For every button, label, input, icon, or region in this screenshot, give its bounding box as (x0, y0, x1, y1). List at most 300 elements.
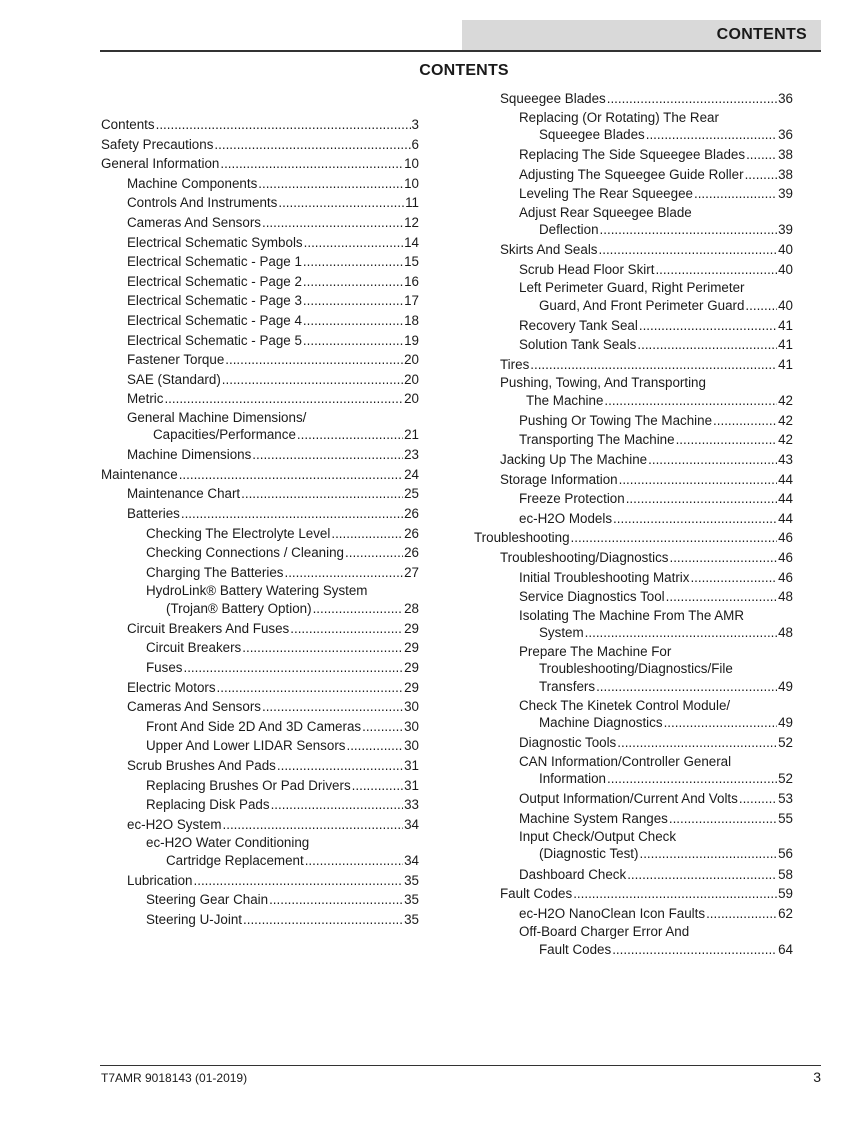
dot-leader (278, 193, 404, 213)
toc-entry[interactable] (101, 213, 419, 233)
dot-leader (599, 240, 778, 260)
toc-entry[interactable] (101, 115, 419, 135)
toc-entry-title: Transporting The Machine (519, 432, 675, 448)
toc-entry-page: 19 (404, 332, 419, 348)
toc-entry-title: Troubleshooting/Diagnostics (500, 550, 669, 565)
toc-entry-page: 40 (778, 261, 793, 277)
toc-entry-title: Fault Codes (539, 941, 612, 957)
toc-entry-page: 26 (404, 525, 419, 541)
dot-leader (271, 795, 404, 815)
dot-leader (607, 770, 777, 787)
toc-entry-title: Replacing Brushes Or Pad Drivers (146, 777, 351, 793)
toc-entry-title: Electrical Schematic - Page 2 (127, 273, 302, 289)
toc-entry-page: 42 (778, 392, 793, 408)
dot-leader (345, 543, 403, 563)
toc-entry-page: 6 (411, 136, 419, 152)
toc-entry[interactable] (474, 411, 793, 431)
dot-leader (739, 789, 777, 809)
toc-entry-title: Maintenance Chart (127, 486, 241, 502)
toc-entry-title: Tires (500, 356, 530, 372)
dot-leader (571, 528, 778, 548)
toc-entry[interactable] (101, 543, 419, 563)
toc-entry-page: 39 (778, 221, 793, 237)
dot-leader (242, 638, 403, 658)
toc-entry-title: Cameras And Sensors (127, 214, 261, 230)
dot-leader (676, 430, 778, 450)
toc-entry-page: 30 (404, 699, 419, 715)
toc-entry-page: 35 (404, 892, 419, 908)
toc-entry[interactable] (101, 154, 419, 174)
dot-leader (346, 736, 403, 756)
toc-entry[interactable] (101, 756, 419, 776)
toc-entry-title: General Information (101, 156, 220, 172)
toc-entry-title: Fuses (146, 660, 183, 675)
toc-entry-title: Scrub Head Floor Skirt (519, 261, 655, 277)
toc-entry-page: 20 (404, 371, 419, 387)
toc-entry[interactable] (474, 568, 793, 588)
toc-entry-page: 36 (778, 126, 793, 142)
toc-entry-title: Machine Dimensions (127, 447, 252, 463)
toc-entry-page: 59 (778, 886, 793, 902)
running-header-label: CONTENTS (716, 26, 807, 43)
toc-entry-page: 29 (404, 660, 419, 675)
toc-entry-title: Machine Components (127, 175, 258, 191)
toc-entry-title: Service Diagnostics Tool (519, 589, 665, 605)
dot-leader (225, 350, 403, 370)
toc-entry[interactable] (474, 548, 793, 568)
dot-leader (607, 89, 777, 109)
dot-leader (303, 331, 403, 351)
toc-entry-title: Prepare The Machine For (519, 644, 672, 660)
toc-entry-title: Pushing Or Towing The Machine (519, 412, 713, 428)
toc-entry-page: 29 (404, 679, 419, 695)
toc-entry-page: 10 (404, 156, 419, 172)
toc-entry-title: Fault Codes (500, 886, 573, 902)
toc-entry-title: ec-H2O System (127, 816, 222, 832)
toc-entry[interactable] (474, 489, 793, 509)
toc-entry[interactable] (474, 809, 793, 829)
toc-entry-title: Charging The Batteries (146, 564, 284, 580)
toc-entry[interactable] (474, 145, 793, 165)
toc-entry-page: 28 (404, 600, 419, 616)
toc-entry-title: (Trojan® Battery Option) (166, 600, 312, 616)
toc-entry-title: Upper And Lower LIDAR Sensors (146, 738, 346, 754)
toc-entry-title: Isolating The Machine From The AMR (519, 607, 745, 623)
toc-entry[interactable] (101, 815, 419, 835)
toc-entry[interactable] (101, 174, 419, 194)
toc-entry-title: ec-H2O Water Conditioning (146, 835, 310, 851)
toc-entry[interactable] (101, 834, 419, 870)
toc-entry-title: Checking Connections / Cleaning (146, 545, 345, 561)
toc-entry-page: 16 (404, 273, 419, 289)
toc-entry[interactable] (101, 910, 419, 930)
toc-entry[interactable] (101, 193, 419, 213)
toc-entry-page: 12 (404, 214, 419, 230)
toc-entry[interactable] (474, 904, 793, 924)
toc-entry-page: 46 (778, 530, 793, 546)
toc-entry[interactable] (101, 272, 419, 292)
toc-entry-page: 35 (404, 911, 419, 927)
dot-leader (666, 587, 777, 607)
toc-entry-page: 18 (404, 312, 419, 328)
toc-entry-title: Solution Tank Seals (519, 337, 637, 353)
dot-leader (179, 465, 403, 485)
dot-leader (694, 184, 777, 204)
toc-entry-title: Cameras And Sensors (127, 699, 261, 715)
toc-entry-title: Capacities/Performance (153, 427, 296, 443)
dot-leader (313, 600, 404, 617)
toc-entry[interactable] (474, 109, 793, 145)
dot-leader (669, 809, 777, 829)
toc-entry-title: Steering Gear Chain (146, 892, 269, 908)
toc-entry[interactable] (101, 638, 419, 658)
dot-leader (181, 504, 403, 524)
toc-entry-page: 39 (778, 186, 793, 202)
dot-leader (648, 450, 777, 470)
toc-entry[interactable] (101, 563, 419, 583)
toc-entry[interactable] (101, 409, 419, 445)
dot-leader (713, 411, 777, 431)
toc-entry-title: Scrub Brushes And Pads (127, 757, 276, 773)
toc-entry-title: Machine System Ranges (519, 810, 668, 826)
dot-leader (303, 311, 403, 331)
toc-entry-title: Troubleshooting/Diagnostics/File (539, 661, 733, 677)
toc-entry[interactable] (101, 465, 419, 485)
dot-leader (156, 115, 411, 135)
dot-leader (214, 135, 410, 155)
toc-entry-page: 52 (778, 735, 793, 751)
dot-leader (305, 852, 403, 869)
toc-entry[interactable] (101, 890, 419, 910)
toc-entry-page: 20 (404, 352, 419, 368)
toc-entry[interactable] (474, 165, 793, 185)
toc-entry[interactable] (101, 331, 419, 351)
dot-leader (619, 470, 777, 490)
toc-entry-page: 29 (404, 640, 419, 656)
toc-entry-title: Steering U-Joint (146, 911, 243, 927)
toc-entry-page: 3 (411, 117, 419, 132)
toc-entry-title: Troubleshooting (474, 530, 570, 546)
toc-entry-title: The Machine (526, 392, 604, 408)
dot-leader (297, 426, 403, 443)
toc-entry-page: 38 (778, 146, 793, 162)
toc-entry-title: Dashboard Check (519, 866, 627, 882)
dot-leader (183, 658, 403, 678)
toc-entry-page: 14 (404, 234, 419, 250)
dot-leader (669, 548, 777, 568)
toc-entry-title: Replacing (Or Rotating) The Rear (519, 109, 719, 125)
dot-leader (604, 392, 777, 409)
toc-entry-title: Leveling The Rear Squeegee (519, 186, 693, 202)
toc-entry-page: 29 (404, 620, 419, 636)
toc-entry-page: 15 (404, 254, 419, 270)
toc-entry-title: Replacing Disk Pads (146, 797, 270, 813)
toc-entry-page: 40 (778, 242, 793, 258)
running-header (462, 20, 821, 50)
toc-entry-title: Contents (101, 117, 155, 132)
dot-leader (617, 733, 777, 753)
dot-leader (194, 871, 404, 891)
toc-entry-title: HydroLink® Battery Watering System (146, 583, 368, 599)
toc-entry-page: 35 (404, 872, 419, 888)
toc-entry-title: Jacking Up The Machine (500, 452, 648, 468)
toc-entry-page: 55 (778, 810, 793, 826)
toc-entry[interactable] (101, 504, 419, 524)
toc-entry-page: 27 (404, 564, 419, 580)
toc-entry-page: 58 (778, 866, 793, 882)
toc-entry-title: ec-H2O NanoClean Icon Faults (519, 905, 706, 921)
dot-leader (637, 335, 777, 355)
dot-leader (252, 445, 403, 465)
toc-entry-title: (Diagnostic Test) (539, 846, 639, 862)
toc-entry-title: Batteries (127, 506, 180, 522)
dot-leader (223, 815, 404, 835)
toc-entry-page: 49 (778, 678, 793, 694)
toc-entry[interactable] (474, 240, 793, 260)
dot-leader (269, 890, 403, 910)
footer-rule (100, 1065, 821, 1066)
toc-entry-page: 30 (404, 738, 419, 754)
toc-entry[interactable] (101, 658, 419, 678)
dot-leader (745, 165, 778, 185)
toc-right-column (474, 89, 793, 960)
toc-entry-title: Freeze Protection (519, 491, 625, 507)
toc-entry-title: Replacing The Side Squeegee Blades (519, 146, 746, 162)
toc-entry-title: Lubrication (127, 872, 193, 888)
toc-entry-page: 44 (778, 510, 793, 526)
toc-entry[interactable] (101, 252, 419, 272)
toc-entry[interactable] (101, 678, 419, 698)
toc-entry-page: 42 (778, 412, 793, 428)
toc-entry-title: Pushing, Towing, And Transporting (500, 375, 706, 391)
toc-entry-title: Squeegee Blades (539, 126, 645, 142)
toc-entry[interactable] (474, 753, 793, 789)
toc-entry[interactable] (474, 355, 793, 375)
toc-entry-title: Transfers (539, 678, 596, 694)
toc-entry-page: 33 (404, 797, 419, 813)
dot-leader (331, 524, 403, 544)
toc-entry-title: Adjust Rear Squeegee Blade (519, 204, 692, 220)
toc-entry-title: Controls And Instruments (127, 195, 278, 211)
toc-entry[interactable] (101, 776, 419, 796)
toc-entry-title: Squeegee Blades (500, 91, 606, 106)
dot-leader (222, 370, 403, 390)
toc-entry-page: 17 (404, 293, 419, 309)
toc-entry-title: Circuit Breakers (146, 640, 242, 656)
toc-entry-title: System (539, 624, 584, 640)
dot-leader (303, 252, 403, 272)
toc-entry-title: Electrical Schematic - Page 3 (127, 293, 302, 309)
toc-entry[interactable] (101, 484, 419, 504)
dot-leader (303, 272, 403, 292)
toc-entry-page: 48 (778, 624, 793, 640)
toc-entry[interactable] (474, 470, 793, 490)
toc-entry-title: Recovery Tank Seal (519, 317, 638, 333)
toc-entry[interactable] (474, 923, 793, 959)
toc-entry-title: Check The Kinetek Control Module/ (519, 697, 731, 713)
toc-entry-title: Off-Board Charger Error And (519, 924, 690, 940)
toc-entry-page: 26 (404, 545, 419, 561)
toc-entry[interactable] (101, 389, 419, 409)
toc-entry-title: Output Information/Current And Volts (519, 791, 738, 807)
toc-entry[interactable] (101, 871, 419, 891)
dot-leader (290, 619, 403, 639)
toc-entry-title: Left Perimeter Guard, Right Perimeter (519, 280, 745, 296)
dot-leader (706, 904, 777, 924)
dot-leader (243, 910, 403, 930)
dot-leader (530, 355, 777, 375)
toc-entry-page: 43 (778, 452, 793, 468)
toc-entry[interactable] (101, 445, 419, 465)
toc-entry[interactable] (101, 524, 419, 544)
toc-entry[interactable] (474, 607, 793, 643)
toc-entry-page: 41 (778, 317, 793, 333)
toc-entry-title: Electrical Schematic - Page 1 (127, 254, 302, 270)
toc-entry[interactable] (474, 509, 793, 529)
toc-entry-title: CAN Information/Controller General (519, 753, 732, 769)
dot-leader (277, 756, 403, 776)
toc-entry[interactable] (101, 311, 419, 331)
toc-entry-title: Checking The Electrolyte Level (146, 525, 331, 541)
dot-leader (304, 233, 403, 253)
dot-leader (690, 568, 777, 588)
toc-entry-page: 48 (778, 589, 793, 605)
toc-left-column (101, 115, 419, 930)
dot-leader (164, 389, 403, 409)
toc-entry[interactable] (101, 795, 419, 815)
toc-entry[interactable] (474, 316, 793, 336)
dot-leader (217, 678, 404, 698)
toc-entry[interactable] (474, 260, 793, 280)
toc-entry-page: 46 (778, 550, 793, 565)
toc-entry[interactable] (101, 350, 419, 370)
dot-leader (573, 884, 777, 904)
toc-entry-page: 62 (778, 905, 793, 921)
footer-document-id: T7AMR 9018143 (01-2019) (101, 1071, 248, 1085)
toc-entry[interactable] (101, 717, 419, 737)
dot-leader (655, 260, 777, 280)
toc-entry[interactable] (474, 828, 793, 864)
toc-entry[interactable] (474, 643, 793, 697)
dot-leader (612, 941, 777, 958)
toc-entry-title: Electrical Schematic Symbols (127, 234, 303, 250)
toc-entry[interactable] (474, 184, 793, 204)
toc-entry[interactable] (474, 587, 793, 607)
toc-entry[interactable] (474, 528, 793, 548)
toc-entry-page: 49 (778, 714, 793, 730)
toc-entry-page: 23 (404, 447, 419, 463)
toc-entry[interactable] (101, 736, 419, 756)
toc-entry-page: 41 (778, 356, 793, 372)
dot-leader (626, 489, 777, 509)
footer-page-number: 3 (813, 1069, 821, 1085)
toc-entry-title: Front And Side 2D And 3D Cameras (146, 718, 362, 734)
toc-entry-title: Electrical Schematic - Page 5 (127, 332, 302, 348)
toc-entry[interactable] (474, 865, 793, 885)
toc-entry-page: 44 (778, 471, 793, 487)
toc-entry-title: Electric Motors (127, 679, 216, 695)
toc-entry[interactable] (474, 450, 793, 470)
toc-entry-page: 36 (778, 91, 793, 106)
toc-entry-title: Storage Information (500, 471, 618, 487)
dot-leader (258, 174, 403, 194)
dot-leader (646, 126, 777, 143)
dot-leader (362, 717, 403, 737)
toc-entry[interactable] (101, 135, 419, 155)
toc-entry-title: Guard, And Front Perimeter Guard (539, 297, 745, 313)
dot-leader (664, 714, 778, 731)
toc-entry[interactable] (474, 204, 793, 240)
toc-entry-page: 40 (778, 297, 793, 313)
toc-entry-page: 34 (404, 852, 419, 868)
toc-entry-page: 44 (778, 491, 793, 507)
toc-entry[interactable] (474, 884, 793, 904)
toc-entry-page: 52 (778, 770, 793, 786)
toc-entry[interactable] (101, 291, 419, 311)
toc-entry-title: Adjusting The Squeegee Guide Roller (519, 166, 744, 182)
toc-entry-title: Machine Diagnostics (539, 714, 663, 730)
toc-entry[interactable] (474, 374, 793, 410)
toc-entry[interactable] (101, 697, 419, 717)
toc-entry-title: Fastener Torque (127, 352, 225, 368)
toc-entry[interactable] (101, 370, 419, 390)
toc-entry[interactable] (101, 233, 419, 253)
dot-leader (585, 624, 777, 641)
toc-entry-page: 30 (404, 718, 419, 734)
toc-entry-page: 42 (778, 432, 793, 448)
dot-leader (639, 845, 777, 862)
toc-entry[interactable] (474, 733, 793, 753)
toc-entry-title: Deflection (539, 221, 599, 237)
toc-entry[interactable] (101, 619, 419, 639)
toc-entry-title: Circuit Breakers And Fuses (127, 620, 290, 636)
toc-entry[interactable] (474, 697, 793, 733)
dot-leader (262, 697, 403, 717)
toc-entry[interactable] (474, 430, 793, 450)
dot-leader (262, 213, 403, 233)
toc-entry[interactable] (474, 335, 793, 355)
toc-entry-page: 20 (404, 391, 419, 407)
toc-entry[interactable] (474, 279, 793, 315)
toc-entry-title: Metric (127, 391, 164, 407)
dot-leader (241, 484, 403, 504)
toc-entry-page: 11 (405, 195, 419, 211)
toc-entry-page: 24 (404, 466, 419, 482)
header-rule (100, 50, 821, 52)
dot-leader (613, 509, 777, 529)
dot-leader (746, 145, 777, 165)
toc-entry-page: 26 (404, 506, 419, 522)
toc-entry[interactable] (474, 789, 793, 809)
toc-entry-page: 38 (778, 166, 793, 182)
dot-leader (639, 316, 777, 336)
toc-entry[interactable] (101, 582, 419, 618)
toc-entry-page: 53 (778, 791, 793, 807)
toc-entry-title: Maintenance (101, 466, 178, 482)
toc-entry-title: Cartridge Replacement (166, 852, 304, 868)
toc-entry-page: 41 (778, 337, 793, 353)
dot-leader (596, 678, 777, 695)
toc-entry[interactable] (474, 89, 793, 109)
toc-entry-page: 46 (778, 569, 793, 585)
toc-entry-page: 25 (404, 486, 419, 502)
toc-entry-title: Safety Precautions (101, 136, 214, 152)
dot-leader (303, 291, 403, 311)
dot-leader (745, 297, 777, 314)
dot-leader (284, 563, 403, 583)
toc-entry-title: Input Check/Output Check (519, 829, 677, 845)
toc-entry-page: 31 (404, 757, 419, 773)
